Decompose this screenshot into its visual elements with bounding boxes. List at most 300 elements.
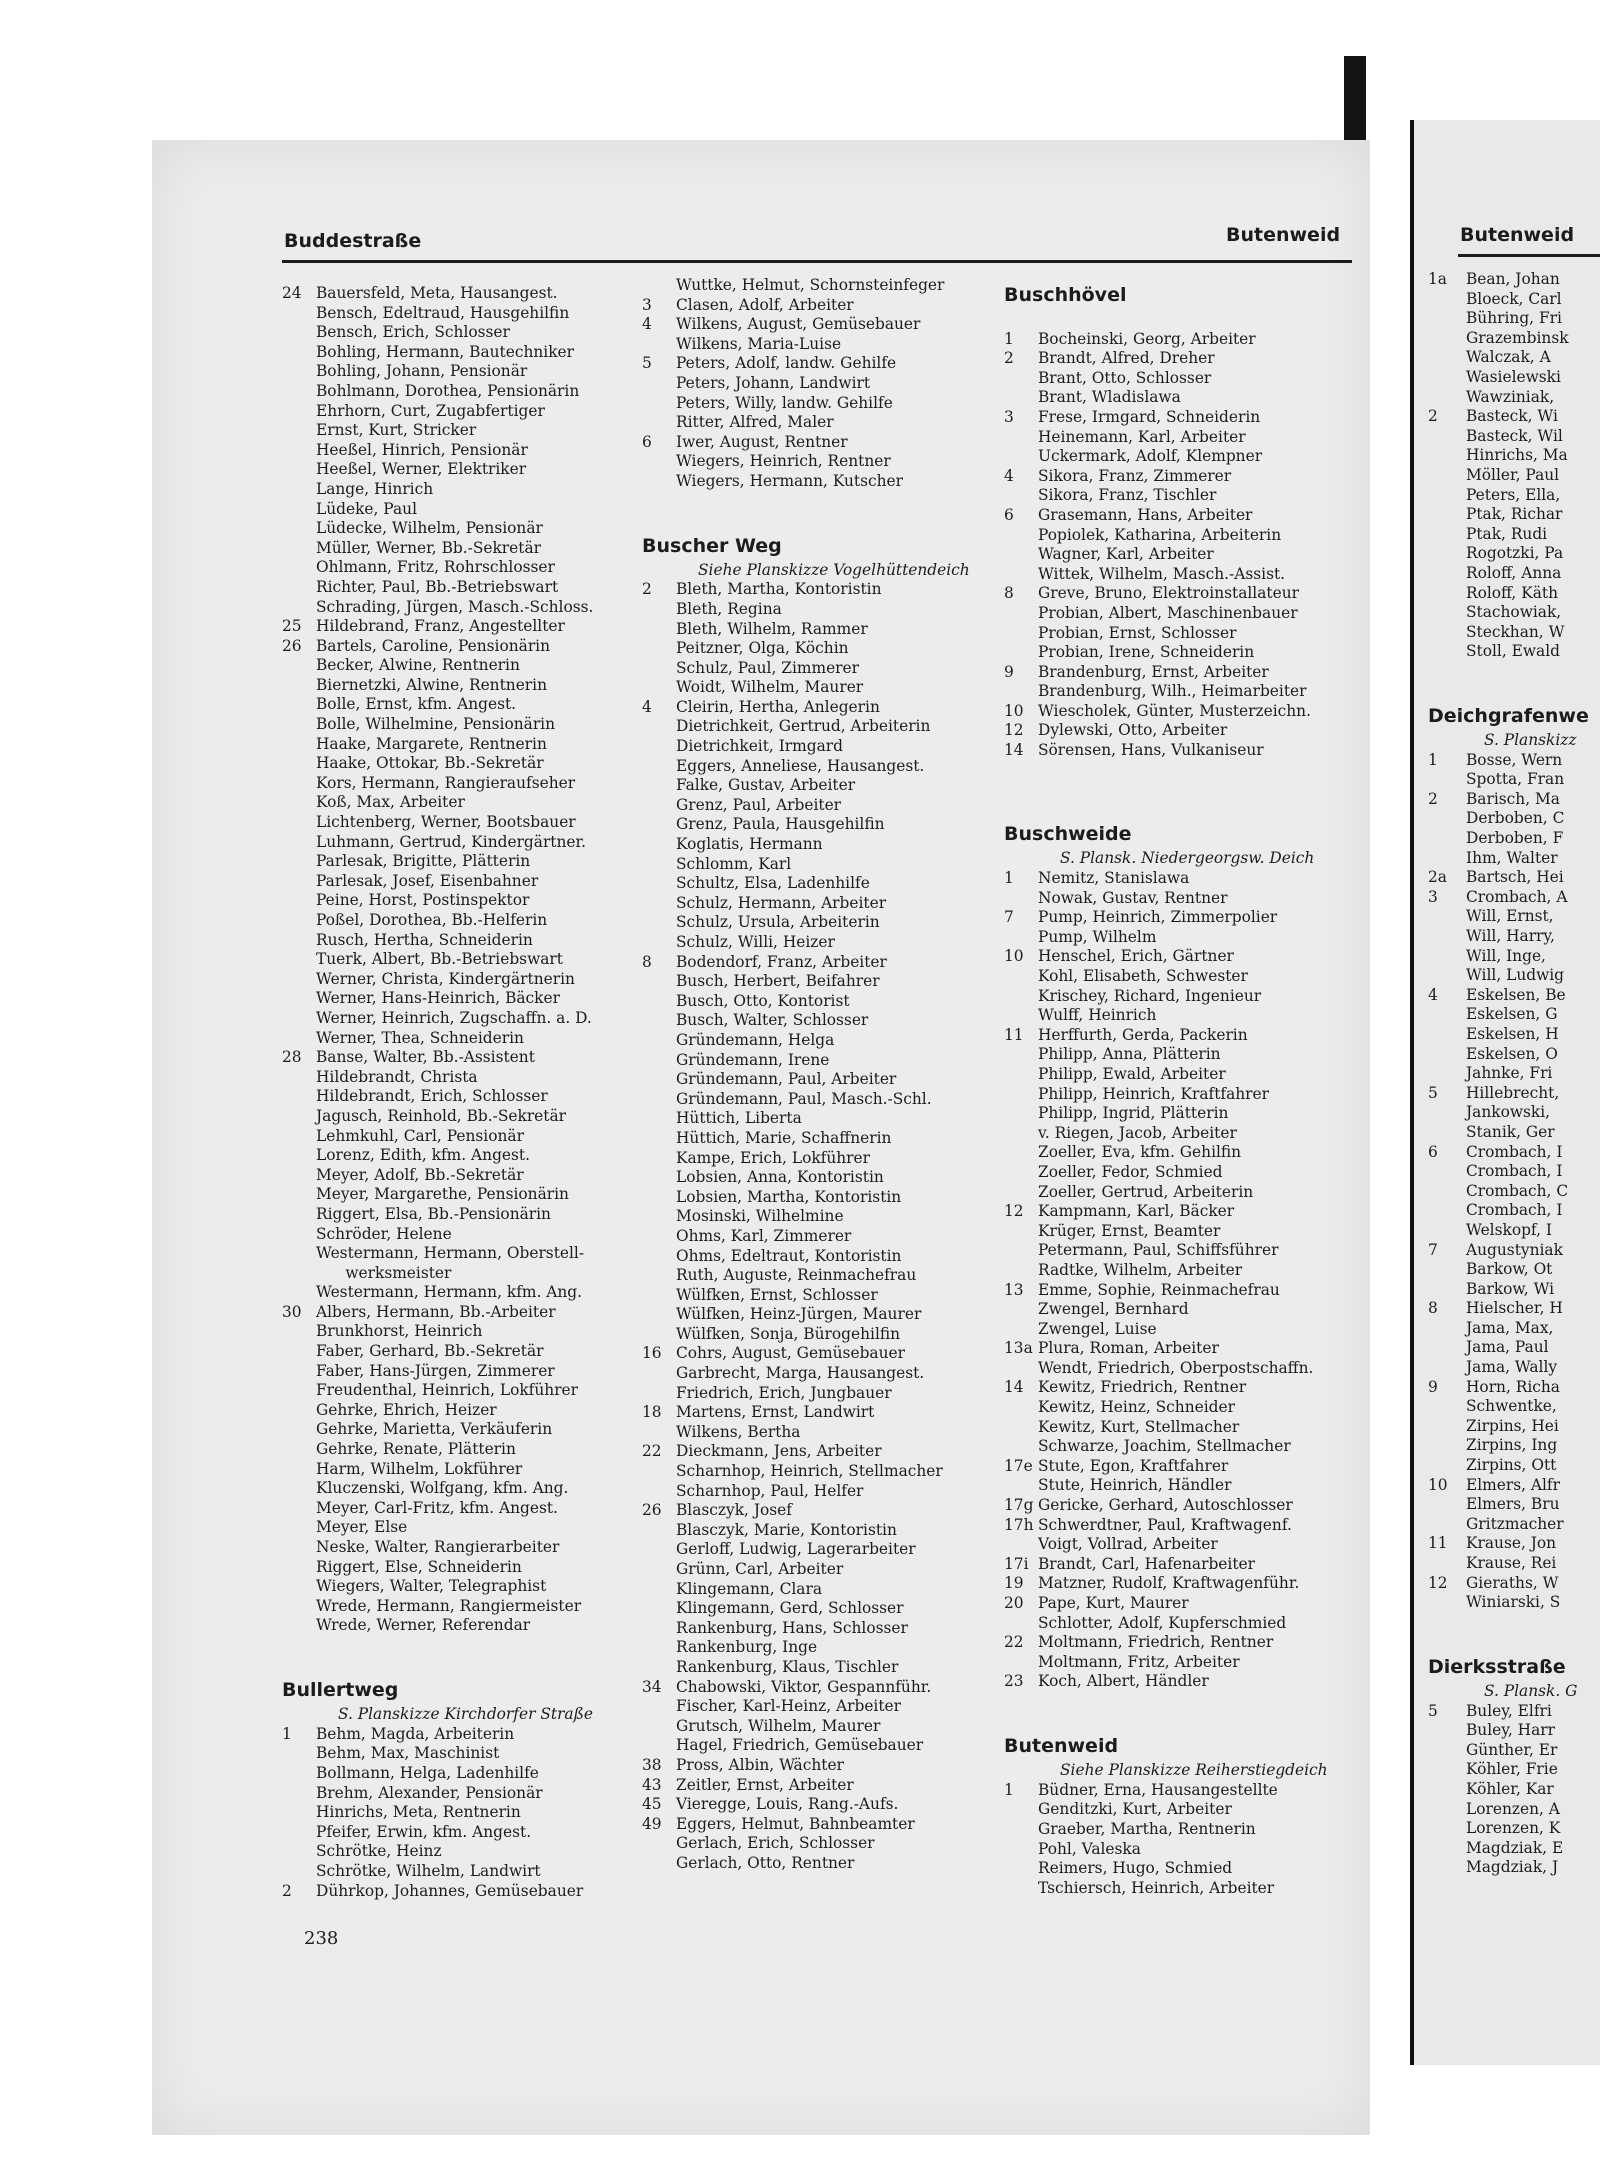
entry-text: Werner, Christa, Kindergärtnerin <box>316 969 575 988</box>
directory-entry <box>1004 526 1354 546</box>
directory-entry <box>282 1342 622 1362</box>
entry-text: Grünn, Carl, Arbeiter <box>676 1560 844 1578</box>
entry-text: Cohrs, August, Gemüsebauer <box>676 1344 905 1363</box>
entry-text: Moltmann, Fritz, Arbeiter <box>1038 1652 1240 1671</box>
entry-text: Grazembinsk <box>1466 328 1569 347</box>
entry-text: Dietrichkeit, Gertrud, Arbeiterin <box>676 717 931 736</box>
header-rule <box>282 260 1352 263</box>
entry-text: Rogotzki, Pa <box>1466 544 1564 563</box>
directory-entry <box>642 953 982 973</box>
directory-entry <box>642 1325 982 1345</box>
entry-text: Schwarze, Joachim, Stellmacher <box>1038 1437 1291 1456</box>
directory-entry <box>642 835 982 855</box>
directory-entry <box>282 1499 622 1519</box>
entry-text: Klingemann, Gerd, Schlosser <box>676 1599 904 1618</box>
entry-text: Becker, Alwine, Rentnerin <box>316 656 520 675</box>
house-number: 10 <box>1004 947 1024 966</box>
section-title-text: Buscher Weg <box>642 534 782 557</box>
entry-text: Brehm, Alexander, Pensionär <box>316 1783 543 1802</box>
entry-text: Grasemann, Hans, Arbeiter <box>1038 505 1253 524</box>
entry-text: Lüdeke, Paul <box>316 499 417 518</box>
directory-entry <box>282 852 622 872</box>
directory-entry <box>1004 1183 1354 1203</box>
entry-text: Barkow, Wi <box>1466 1279 1555 1298</box>
directory-entry <box>282 1597 622 1617</box>
entry-text: Schrötke, Wilhelm, Landwirt <box>316 1861 541 1880</box>
entry-text: Ehrhorn, Curt, Zugabfertiger <box>316 401 545 420</box>
directory-entry <box>1004 349 1354 369</box>
house-number: 34 <box>642 1677 662 1696</box>
directory-entry <box>282 1087 622 1107</box>
entry-text: Poßel, Dorothea, Bb.-Helferin <box>316 911 548 929</box>
directory-entry <box>1004 1781 1354 1801</box>
directory-entry <box>1004 1261 1354 1281</box>
entry-text: Schwentke, <box>1466 1397 1557 1416</box>
entry-text: Wittek, Wilhelm, Masch.-Assist. <box>1038 564 1286 583</box>
entry-text: Lüdecke, Wilhelm, Pensionär <box>316 519 543 538</box>
entry-text: Heinemann, Karl, Arbeiter <box>1038 427 1246 446</box>
entry-text: Elmers, Alfr <box>1466 1475 1560 1494</box>
entry-text: Bühring, Fri <box>1466 309 1562 328</box>
entry-text: Bodendorf, Franz, Arbeiter <box>676 952 887 971</box>
directory-entry <box>642 776 982 796</box>
directory-entry <box>1004 1241 1354 1261</box>
directory-entry <box>1004 1143 1354 1163</box>
directory-entry <box>642 1678 982 1698</box>
section-title-text: Buschweide <box>1004 823 1132 846</box>
house-number: 3 <box>1004 407 1014 426</box>
entry-text: Zwengel, Bernhard <box>1038 1300 1189 1319</box>
house-number: 45 <box>642 1795 662 1814</box>
entry-text: Wilkens, August, Gemüsebauer <box>676 315 921 334</box>
directory-entry <box>282 1362 622 1382</box>
house-number: 6 <box>1428 1142 1438 1161</box>
directory-entry <box>282 382 622 402</box>
entry-text: Nowak, Gustav, Rentner <box>1038 888 1228 907</box>
entry-text: Zirpins, Ott <box>1466 1456 1557 1475</box>
entry-text: Steckhan, W <box>1466 622 1565 641</box>
entry-text: Westermann, Hermann, Oberstell- <box>316 1244 585 1263</box>
entry-text: Zoeller, Gertrud, Arbeiterin <box>1038 1182 1254 1201</box>
entry-text: Gründemann, Paul, Masch.-Schl. <box>676 1089 932 1108</box>
entry-text: Bolle, Ernst, kfm. Angest. <box>316 695 517 714</box>
directory-entry <box>1004 1026 1354 1046</box>
entry-text: Schlomm, Karl <box>676 854 792 873</box>
section-title <box>1004 1731 1354 1761</box>
house-number: 12 <box>1004 721 1024 740</box>
directory-entry <box>1004 1222 1354 1242</box>
entry-text: Köhler, Kar <box>1466 1779 1554 1798</box>
entry-text: Luhmann, Gertrud, Kindergärtner. <box>316 832 587 851</box>
directory-entry <box>282 1882 622 1902</box>
entry-text: Philipp, Ingrid, Plätterin <box>1038 1104 1229 1123</box>
directory-entry <box>282 1636 622 1656</box>
directory-entry <box>1004 1653 1354 1673</box>
house-number: 17e <box>1004 1456 1033 1475</box>
entry-text: Biernetzki, Alwine, Rentnerin <box>316 675 547 694</box>
directory-entry <box>642 1854 982 1874</box>
entry-text: Hagel, Friedrich, Gemüsebauer <box>676 1736 924 1755</box>
entry-text: Koch, Albert, Händler <box>1038 1672 1209 1691</box>
entry-text: Tuerk, Albert, Bb.-Betriebswart <box>316 950 563 969</box>
house-number: 2 <box>282 1881 292 1900</box>
directory-entry <box>282 1725 622 1745</box>
entry-text: Stanik, Ger <box>1466 1122 1555 1141</box>
entry-text: Basteck, Wil <box>1466 426 1563 445</box>
entry-text: Behm, Max, Maschinist <box>316 1744 500 1763</box>
directory-entry <box>642 1482 982 1502</box>
entry-text: Magdziak, E <box>1466 1838 1564 1857</box>
section-title-text: Deichgrafenwe <box>1428 705 1589 728</box>
house-number: 1 <box>1004 1780 1014 1799</box>
directory-entry <box>642 659 982 679</box>
entry-text: Bleth, Martha, Kontoristin <box>676 580 882 599</box>
entry-text: Jama, Max, <box>1466 1318 1554 1337</box>
directory-entry <box>1004 682 1354 702</box>
directory-entry <box>1004 869 1354 889</box>
entry-text: Werner, Heinrich, Zugschaffn. a. D. <box>316 1008 592 1027</box>
directory-entry <box>1004 1476 1354 1496</box>
directory-entry <box>282 519 622 539</box>
directory-entry <box>282 1558 622 1578</box>
entry-text: Crombach, A <box>1466 887 1568 906</box>
entry-text: Brandenburg, Wilh., Heimarbeiter <box>1038 682 1307 701</box>
house-number: 11 <box>1004 1025 1024 1044</box>
entry-text: Scharnhop, Heinrich, Stellmacher <box>676 1462 943 1481</box>
entry-text: Horn, Richa <box>1466 1377 1560 1396</box>
entry-text: Gründemann, Irene <box>676 1050 830 1069</box>
directory-entry <box>282 1764 622 1784</box>
directory-entry <box>282 1322 622 1342</box>
directory-entry <box>1004 928 1354 948</box>
entry-text: Crombach, I <box>1466 1201 1563 1220</box>
entry-text: Falke, Gustav, Arbeiter <box>676 776 856 795</box>
directory-entry <box>282 637 622 657</box>
house-number: 12 <box>1428 1573 1448 1592</box>
house-number: 8 <box>642 952 652 971</box>
entry-text: Krause, Jon <box>1466 1534 1557 1553</box>
directory-entry <box>642 433 982 453</box>
entry-text: Schultz, Elsa, Ladenhilfe <box>676 874 870 893</box>
entry-text: Jama, Paul <box>1466 1338 1549 1357</box>
entry-text: Heeßel, Hinrich, Pensionär <box>316 440 528 459</box>
house-number: 9 <box>1004 662 1014 681</box>
entry-text: Dührkop, Johannes, Gemüsebauer <box>316 1881 584 1900</box>
directory-entry <box>1004 1045 1354 1065</box>
directory-entry <box>282 1401 622 1421</box>
directory-entry <box>1004 1300 1354 1320</box>
directory-entry <box>282 1440 622 1460</box>
entry-text: Ptak, Richar <box>1466 505 1563 524</box>
directory-entry <box>282 558 622 578</box>
entry-text: Schwerdtner, Paul, Kraftwagenf. <box>1038 1515 1292 1534</box>
subtitle-text: S. Plansk. G <box>1484 1681 1578 1700</box>
entry-text: Möller, Paul <box>1466 465 1560 484</box>
entry-text: Lorenzen, K <box>1466 1819 1561 1838</box>
entry-text: Peine, Horst, Postinspektor <box>316 891 530 910</box>
entry-text: Uckermark, Adolf, Klempner <box>1038 447 1263 466</box>
directory-entry <box>282 617 622 637</box>
directory-entry <box>642 1423 982 1443</box>
directory-entry <box>642 1109 982 1129</box>
directory-entry <box>282 343 622 363</box>
directory-entry <box>1004 1339 1354 1359</box>
entry-text: Gieraths, W <box>1466 1573 1559 1592</box>
house-number: 8 <box>1004 584 1014 603</box>
directory-entry <box>1004 987 1354 1007</box>
directory-entry <box>642 757 982 777</box>
facing-page <box>1410 120 1600 2065</box>
directory-entry <box>642 452 982 472</box>
entry-text: Dietrichkeit, Irmgard <box>676 737 843 756</box>
directory-entry <box>1004 1124 1354 1144</box>
directory-entry <box>642 276 982 296</box>
entry-text: Mosinski, Wilhelmine <box>676 1207 844 1226</box>
entry-text: Wilkens, Maria-Luise <box>676 334 842 353</box>
directory-entry <box>1004 908 1354 928</box>
directory-entry <box>1004 780 1354 800</box>
directory-entry <box>1004 741 1354 761</box>
entry-text: Lobsien, Martha, Kontoristin <box>676 1187 902 1206</box>
directory-entry <box>642 354 982 374</box>
directory-entry <box>642 1756 982 1776</box>
entry-text: Sörensen, Hans, Vulkaniseur <box>1038 741 1264 760</box>
entry-text: Eggers, Anneliese, Hausangest. <box>676 756 925 775</box>
house-number: 10 <box>1004 701 1024 720</box>
entry-text: Nemitz, Stanislawa <box>1038 869 1190 888</box>
entry-text: Ohms, Edeltraut, Kontoristin <box>676 1246 902 1265</box>
entry-text: Bauersfeld, Meta, Hausangest. <box>316 284 558 302</box>
directory-entry <box>282 1538 622 1558</box>
entry-text: Parlesak, Josef, Eisenbahner <box>316 871 539 890</box>
entry-text: Lichtenberg, Werner, Bootsbauer <box>316 813 576 832</box>
entry-text: Jama, Wally <box>1466 1358 1558 1377</box>
directory-entry <box>282 950 622 970</box>
directory-entry <box>642 1247 982 1267</box>
entry-text: Bohling, Hermann, Bautechniker <box>316 342 574 361</box>
entry-text: Graeber, Martha, Rentnerin <box>1038 1819 1256 1838</box>
entry-text: Greve, Bruno, Elektroinstallateur <box>1038 584 1299 603</box>
entry-text: Bollmann, Helga, Ladenhilfe <box>316 1763 539 1782</box>
directory-entry <box>642 1462 982 1482</box>
section-title-text: Butenweid <box>1004 1735 1119 1758</box>
directory-entry <box>1004 428 1354 448</box>
house-number: 10 <box>1428 1475 1448 1494</box>
directory-entry <box>1004 408 1354 428</box>
directory-entry <box>1004 1104 1354 1124</box>
directory-entry <box>1004 800 1354 820</box>
directory-entry <box>282 872 622 892</box>
directory-entry <box>282 1656 622 1676</box>
directory-entry <box>282 1460 622 1480</box>
entry-text: Wawziniak, <box>1466 387 1555 406</box>
entry-text: Hinrichs, Ma <box>1466 446 1568 465</box>
entry-text: Will, Harry, <box>1466 927 1555 945</box>
entry-text: Kampmann, Karl, Bäcker <box>1038 1202 1235 1221</box>
house-number: 25 <box>282 617 302 636</box>
entry-text: Wendt, Friedrich, Oberpostschaffn. <box>1038 1358 1314 1377</box>
entry-text: Hüttich, Liberta <box>676 1109 802 1128</box>
directory-entry <box>1004 1320 1354 1340</box>
entry-text: Gehrke, Ehrich, Heizer <box>316 1400 497 1419</box>
entry-text: Probian, Albert, Maschinenbauer <box>1038 603 1298 622</box>
entry-text: Dieckmann, Jens, Arbeiter <box>676 1442 882 1461</box>
house-number: 7 <box>1428 1240 1438 1259</box>
directory-entry <box>642 1070 982 1090</box>
entry-text: Martens, Ernst, Landwirt <box>676 1403 875 1422</box>
entry-text: Rankenburg, Inge <box>676 1638 818 1657</box>
entry-text: Wuttke, Helmut, Schornsteinfeger <box>676 276 945 294</box>
entry-text: Eggers, Helmut, Bahnbeamter <box>676 1814 915 1833</box>
entry-text: Haake, Margarete, Rentnerin <box>316 734 547 753</box>
entry-text: Clasen, Adolf, Arbeiter <box>676 295 854 314</box>
entry-text: Kewitz, Friedrich, Rentner <box>1038 1378 1247 1397</box>
directory-entry <box>642 992 982 1012</box>
entry-text: Busch, Walter, Schlosser <box>676 1011 869 1030</box>
entry-text: Hillebrecht, <box>1466 1083 1560 1102</box>
entry-text: Moltmann, Friedrich, Rentner <box>1038 1633 1274 1652</box>
directory-entry <box>642 1403 982 1423</box>
directory-entry <box>642 874 982 894</box>
entry-text: Wrede, Werner, Referendar <box>316 1616 531 1635</box>
entry-text: Stoll, Ewald <box>1466 642 1560 661</box>
entry-text: Emme, Sophie, Reinmachefrau <box>1038 1280 1280 1299</box>
directory-entry <box>642 511 982 531</box>
directory-entry <box>642 1599 982 1619</box>
house-number: 9 <box>1428 1377 1438 1396</box>
house-number: 17g <box>1004 1496 1034 1515</box>
directory-entry <box>1004 388 1354 408</box>
entry-text: Meyer, Carl-Fritz, kfm. Angest. <box>316 1498 558 1517</box>
entry-text: Spotta, Fran <box>1466 770 1565 789</box>
entry-text: Freudenthal, Heinrich, Lokführer <box>316 1381 579 1400</box>
entry-text: Wülfken, Ernst, Schlosser <box>676 1285 878 1304</box>
directory-entry <box>642 1560 982 1580</box>
entry-text: Eskelsen, O <box>1466 1044 1558 1063</box>
directory-entry <box>642 678 982 698</box>
entry-text: Koglatis, Hermann <box>676 835 823 854</box>
entry-text: Hildebrandt, Erich, Schlosser <box>316 1087 548 1106</box>
directory-entry <box>1004 467 1354 487</box>
directory-entry <box>642 1580 982 1600</box>
subtitle-text: S. Plansk. Niedergeorgsw. Deich <box>1060 849 1315 868</box>
entry-text: Schulz, Hermann, Arbeiter <box>676 893 887 912</box>
entry-text: Heeßel, Werner, Elektriker <box>316 460 527 479</box>
entry-text: Pross, Albin, Wächter <box>676 1755 844 1774</box>
directory-entry <box>282 1146 622 1166</box>
entry-text: Petermann, Paul, Schiffsführer <box>1038 1241 1279 1260</box>
entry-text: Pump, Wilhelm <box>1038 927 1157 946</box>
entry-text: Gehrke, Marietta, Verkäuferin <box>316 1420 553 1439</box>
house-number: 18 <box>642 1403 662 1422</box>
entry-text: Reimers, Hugo, Schmied <box>1038 1859 1233 1878</box>
directory-entry <box>642 335 982 355</box>
entry-text: Stute, Heinrich, Händler <box>1038 1476 1232 1495</box>
entry-text: Buley, Harr <box>1466 1721 1555 1740</box>
entry-text: Hielscher, H <box>1466 1299 1563 1318</box>
entry-text: Rusch, Hertha, Schneiderin <box>316 930 533 949</box>
house-number: 3 <box>1428 887 1438 906</box>
directory-entry <box>282 1185 622 1205</box>
entry-text: Kewitz, Kurt, Stellmacher <box>1038 1417 1240 1436</box>
entry-text: Dylewski, Otto, Arbeiter <box>1038 721 1228 740</box>
directory-entry <box>1004 761 1354 781</box>
entry-text: Lehmkuhl, Carl, Pensionär <box>316 1126 524 1145</box>
section-title-text: Buschhövel <box>1004 284 1127 306</box>
directory-entry <box>282 1009 622 1029</box>
directory-entry <box>1004 369 1354 389</box>
entry-text: Klingemann, Clara <box>676 1579 823 1598</box>
directory-entry <box>282 1577 622 1597</box>
directory-entry <box>642 1795 982 1815</box>
entry-text: Blasczyk, Josef <box>676 1501 792 1520</box>
house-number: 22 <box>642 1442 662 1461</box>
entry-text: Buley, Elfri <box>1466 1701 1552 1720</box>
directory-entry <box>642 580 982 600</box>
entry-text: Hildebrandt, Christa <box>316 1067 478 1086</box>
directory-entry <box>1004 1202 1354 1222</box>
entry-text: Banse, Walter, Bb.-Assistent <box>316 1048 535 1067</box>
subtitle-text: S. Planskizz <box>1484 731 1577 750</box>
directory-entry <box>282 715 622 735</box>
section-title <box>642 531 982 561</box>
directory-entry <box>642 894 982 914</box>
directory-entry <box>642 315 982 335</box>
directory-entry <box>642 1149 982 1169</box>
entry-text: Herffurth, Gerda, Packerin <box>1038 1025 1248 1044</box>
directory-entry <box>1004 889 1354 909</box>
entry-text: Meyer, Else <box>316 1518 408 1537</box>
entry-text: Brant, Wladislawa <box>1038 388 1181 407</box>
house-number: 11 <box>1428 1534 1448 1553</box>
directory-entry <box>642 1364 982 1384</box>
entry-text: Wülfken, Sonja, Bürogehilfin <box>676 1324 901 1343</box>
entry-text: Popiolek, Katharina, Arbeiterin <box>1038 525 1282 544</box>
house-number: 5 <box>1428 1083 1438 1102</box>
house-number: 22 <box>1004 1633 1024 1652</box>
entry-text: Albers, Hermann, Bb.-Arbeiter <box>316 1302 556 1321</box>
entry-text: Köhler, Frie <box>1466 1760 1558 1779</box>
directory-entry <box>1004 1418 1354 1438</box>
directory-entry <box>642 796 982 816</box>
house-number: 23 <box>1004 1672 1024 1691</box>
entry-text: Derboben, F <box>1466 829 1564 848</box>
facing-header-rule <box>1458 254 1600 257</box>
directory-entry <box>642 1129 982 1149</box>
directory-entry <box>282 1029 622 1049</box>
entry-text: Wrede, Hermann, Rangiermeister <box>316 1596 582 1615</box>
directory-entry <box>282 754 622 774</box>
entry-text: Sikora, Franz, Zimmerer <box>1038 466 1232 485</box>
directory-entry <box>1004 1516 1354 1536</box>
entry-text: Grutsch, Wilhelm, Maurer <box>676 1716 881 1735</box>
directory-entry <box>282 539 622 559</box>
house-number: 4 <box>642 697 652 716</box>
directory-entry <box>642 1834 982 1854</box>
section-subtitle <box>1004 1761 1354 1781</box>
directory-entry <box>282 1381 622 1401</box>
house-number: 14 <box>1004 1378 1024 1397</box>
entry-text: Voigt, Vollrad, Arbeiter <box>1038 1535 1218 1554</box>
directory-entry <box>282 1225 622 1245</box>
entry-text: Zoeller, Eva, kfm. Gehilfin <box>1038 1143 1242 1162</box>
entry-text: Gründemann, Helga <box>676 1030 835 1049</box>
entry-text: Wülfken, Heinz-Jürgen, Maurer <box>676 1305 922 1324</box>
directory-entry <box>282 1127 622 1147</box>
entry-text: Faber, Gerhard, Bb.-Sekretär <box>316 1342 544 1361</box>
directory-entry <box>1004 947 1354 967</box>
directory-entry <box>1004 1692 1354 1712</box>
